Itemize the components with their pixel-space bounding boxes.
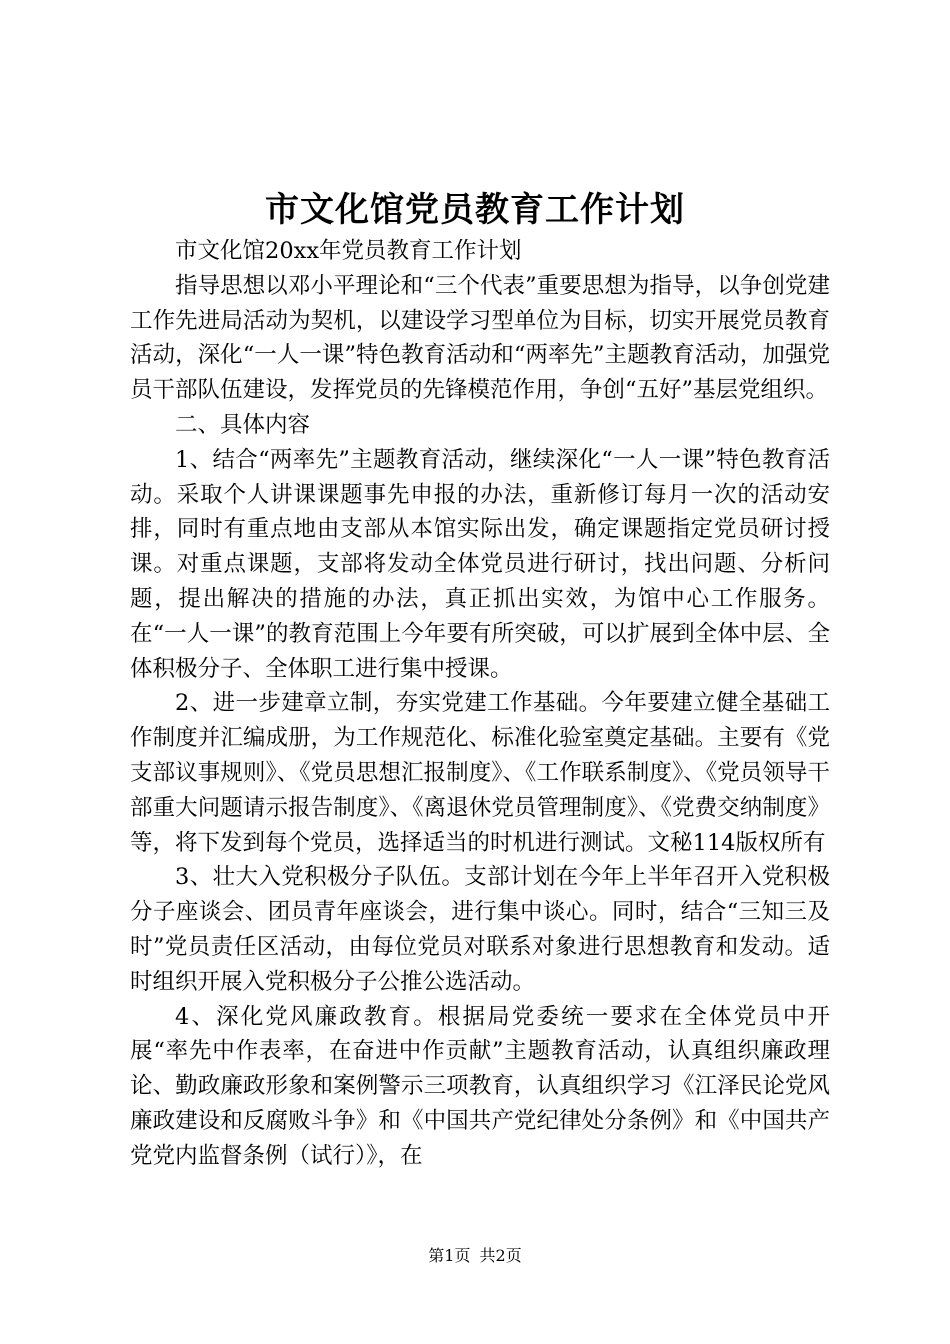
paragraph-subtitle: 市文化馆20xx年党员教育工作计划: [175, 238, 522, 264]
paragraph-guiding-ideology: 指导思想以邓小平理论和“三个代表”重要思想为指导，以争创党建工作先进局活动为契机，以建设学习型单位为目标，切实开展党员教育活动，深化“一人一课”特色教育活动和“两率先”主题教育活动，加强党员干部队伍建设，发挥党员的先锋模范作用，争创“五好”基层党组织。: [130, 272, 830, 404]
total-page-count: 共2页: [479, 1246, 522, 1265]
paragraph-item-2: 2、进一步建章立制，夯实党建工作基础。今年要建立健全基础工作制度并汇编成册，为工作规范化、标准化验室奠定基础。主要有《党支部议事规则》、《党员思想汇报制度》、《工作联系制度》、《党员领导干部重大问题请示报告制度》、《离退休党员管理制度》、《党费交纳制度》等，将下发到每个党员，选择适当的时机进行测试。文秘114版权所有: [130, 690, 830, 856]
paragraph-item-4: 4、深化党风廉政教育。根据局党委统一要求在全体党员中开展“率先中作表率，在奋进中作贡献”主题教育活动，认真组织廉政理论、勤政廉政形象和案例警示三项教育，认真组织学习《江泽民论党风廉政建设和反腐败斗争》和《中国共产党纪律处分条例》和《中国共产党党内监督条例（试行）》，在: [130, 1003, 830, 1169]
document-body: [130, 234, 830, 1174]
current-page-number: 第1页: [428, 1246, 471, 1265]
page-footer: [0, 1246, 950, 1266]
document-title: 市文化馆党员教育工作计划: [265, 190, 685, 230]
section-heading: 二、具体内容: [175, 411, 311, 438]
paragraph-item-1: 1、结合“两率先”主题教育活动，继续深化“一人一课”特色教育活动。采取个人讲课课题事先申报的办法，重新修订每月一次的活动安排，同时有重点地由支部从本馆实际出发，确定课题指定党员研讨授课。对重点课题，支部将发动全体党员进行研讨，找出问题、分析问题，提出解决的措施的办法，真正抓出实效，为馆中心工作服务。在“一人一课”的教育范围上今年要有所突破，可以扩展到全体中层、全体积极分子、全体职工进行集中授课。: [130, 446, 830, 682]
paragraph-item-3: 3、壮大入党积极分子队伍。支部计划在今年上半年召开入党积极分子座谈会、团员青年座谈会，进行集中谈心。同时，结合“三知三及时”党员责任区活动，由每位党员对联系对象进行思想教育和发动。适时组织开展入党积极分子公推公选活动。: [130, 864, 830, 995]
